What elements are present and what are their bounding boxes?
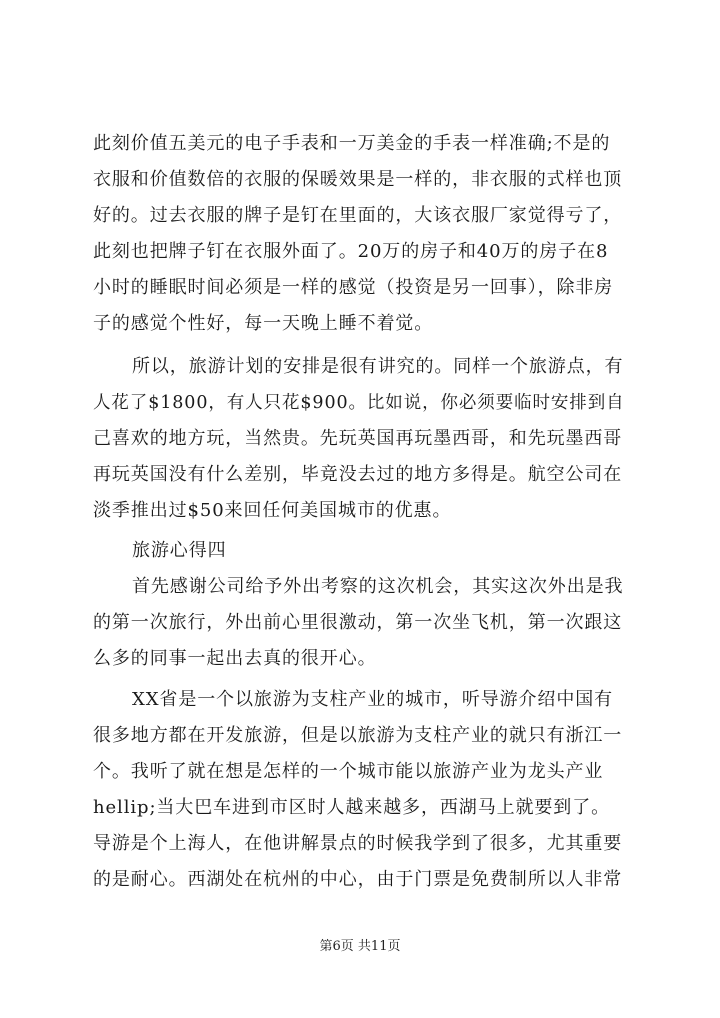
paragraph-1-line-4: 此刻也把牌子钉在衣服外面了。20万的房子和40万的房子在8 <box>93 241 609 262</box>
paragraph-2-line-3: 己喜欢的地方玩，当然贵。先玩英国再玩墨西哥，和先玩墨西哥 <box>93 428 623 449</box>
paragraph-4-line-3: 个。我听了就在想是怎样的一个城市能以旅游产业为龙头产业 <box>93 761 604 782</box>
paragraph-2-line-5: 淡季推出过$50来回任何美国城市的优惠。 <box>93 500 452 521</box>
paragraph-2-line-1: 所以，旅游计划的安排是很有讲究的。同样一个旅游点，有 <box>132 356 624 377</box>
paragraph-3-line-3: 么多的同事一起出去真的很开心。 <box>93 648 377 669</box>
section-heading: 旅游心得四 <box>132 540 227 561</box>
paragraph-1-line-6: 子的感觉个性好，每一天晚上睡不着觉。 <box>93 313 434 334</box>
paragraph-4-line-6: 的是耐心。西湖处在杭州的中心，由于门票是免费制所以人非常 <box>93 869 623 890</box>
paragraph-4-line-5: 导游是个上海人，在他讲解景点的时候我学到了很多，尤其重要 <box>93 833 623 854</box>
paragraph-1-line-2: 衣服和价值数倍的衣服的保暖效果是一样的，非衣服的式样也顶 <box>93 169 623 190</box>
paragraph-2-line-4: 再玩英国没有什么差别，毕竟没去过的地方多得是。航空公司在 <box>93 464 623 485</box>
paragraph-4-line-1: XX省是一个以旅游为支柱产业的城市，听导游介绍中国有 <box>132 689 614 710</box>
paragraph-4-line-4: hellip;当大巴车进到市区时人越来越多，西湖马上就要到了。 <box>93 797 610 818</box>
page-number-footer: 第6页 共11页 <box>319 939 401 954</box>
paragraph-3-line-1: 首先感谢公司给予外出考察的这次机会，其实这次外出是我 <box>132 576 624 597</box>
paragraph-2-line-2: 人花了$1800，有人只花$900。比如说，你必须要临时安排到自 <box>93 393 625 413</box>
paragraph-1-line-3: 好的。过去衣服的牌子是钉在里面的，大该衣服厂家觉得亏了， <box>93 205 623 226</box>
paragraph-3-line-2: 的第一次旅行，外出前心里很激动，第一次坐飞机，第一次跟这 <box>93 612 623 633</box>
paragraph-1-line-1: 此刻价值五美元的电子手表和一万美金的手表一样准确;不是的 <box>93 133 611 154</box>
paragraph-4-line-2: 很多地方都在开发旅游，但是以旅游为支柱产业的就只有浙江一 <box>93 725 623 746</box>
paragraph-1-line-5: 小时的睡眠时间必须是一样的感觉（投资是另一回事），除非房 <box>93 277 614 298</box>
